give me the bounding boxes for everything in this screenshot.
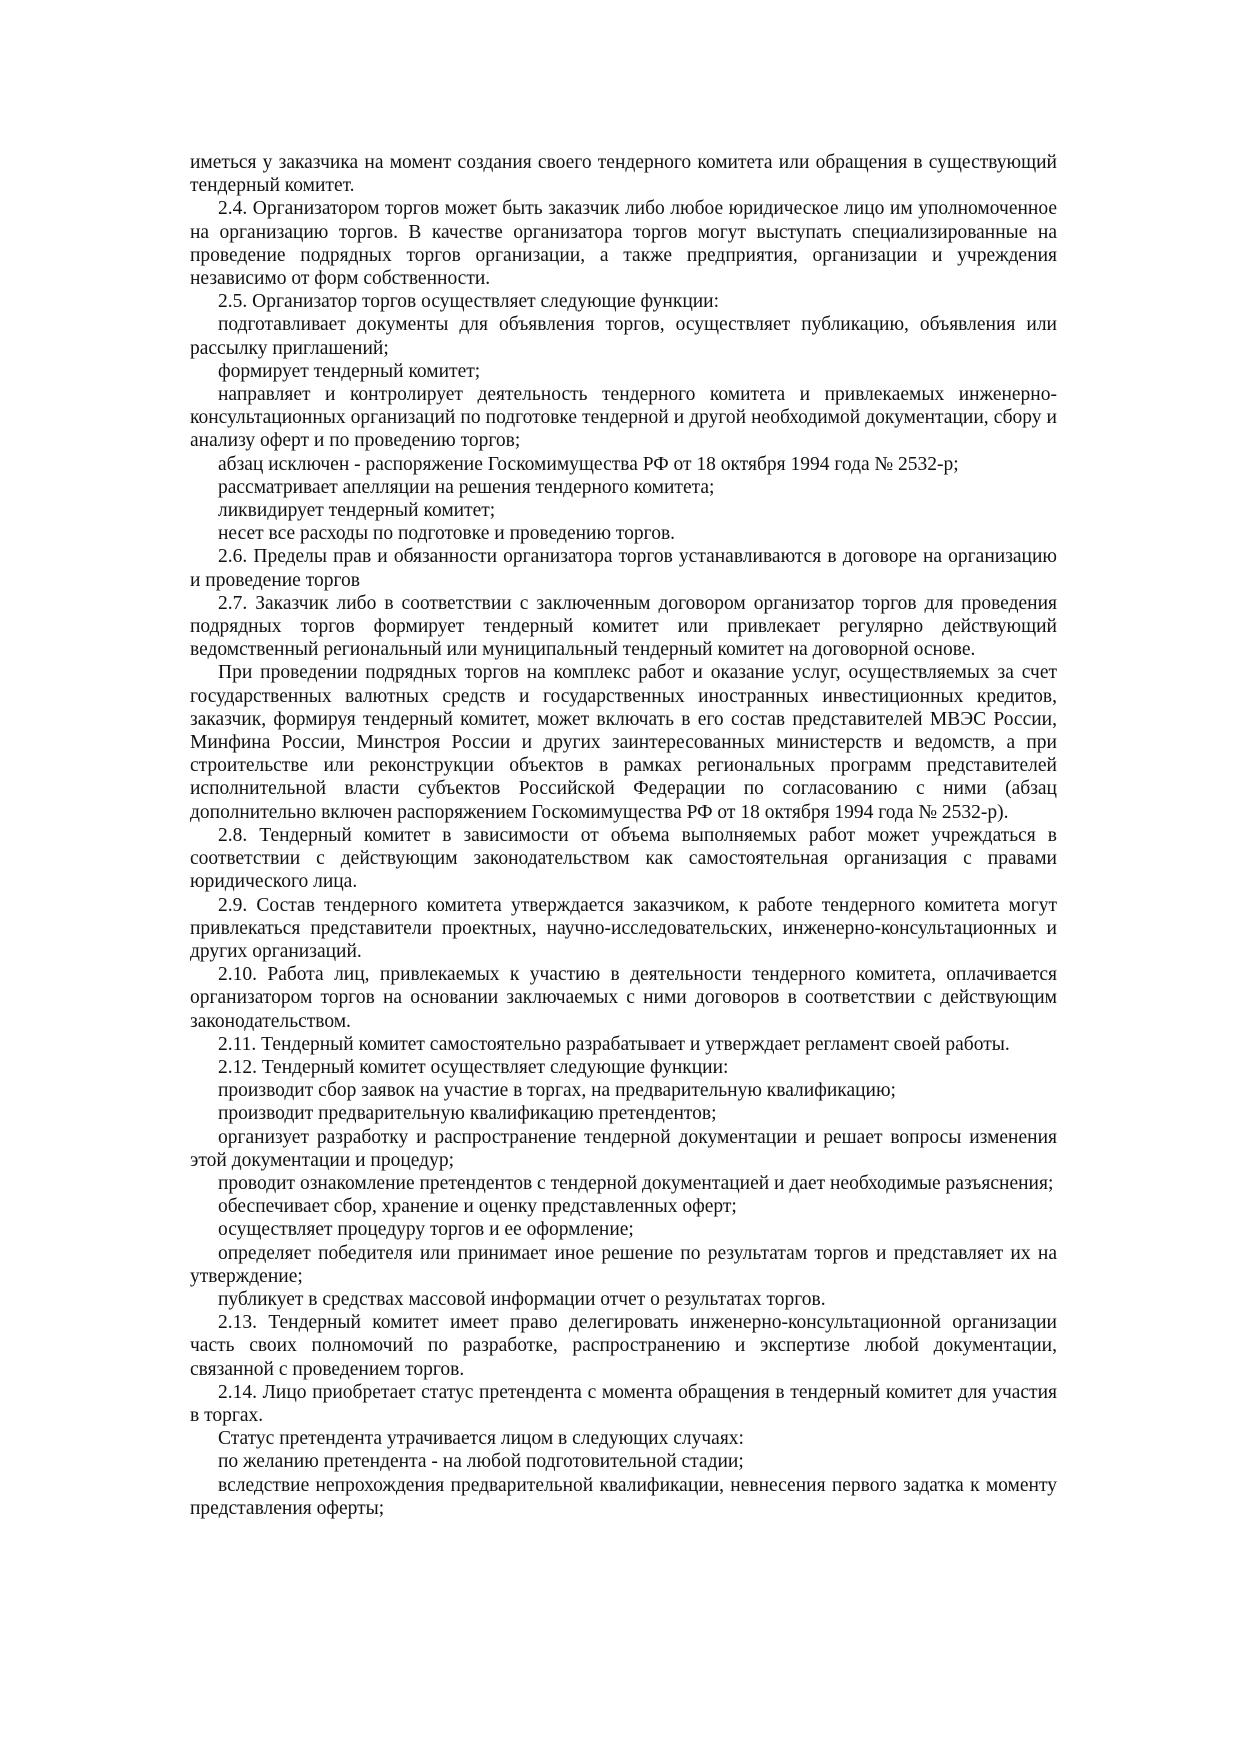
paragraph-2-11: 2.11. Тендерный комитет самостоятельно разрабатывает и утверждает регламент своей работы. <box>218 1033 1010 1055</box>
list-item: подготавливает документы для объявления торгов, осуществляет публикацию, объявления или рассылку приглашений; <box>190 314 1057 359</box>
paragraph-2-7: 2.7. Заказчик либо в соответствии с заключенным договором организатор торгов для проведения подрядных торгов формирует тендерный комитет или привлекает регулярно действующий ведомственный региональный или муниципальный тендерный комитет на договорной основе. <box>190 592 1057 661</box>
list-item: формирует тендерный комитет; <box>218 360 481 382</box>
list-item: ликвидирует тендерный комитет; <box>218 500 496 522</box>
list-item: рассматривает апелляции на решения тендерного комитета; <box>218 476 715 498</box>
list-item: направляет и контролирует деятельность тендерного комитета и привлекаемых инженерно-консультационных организаций по подготовке тендерной и другой необходимой документации, сбору и анализу оферт и по проведению торгов; <box>190 384 1057 452</box>
paragraph-2-4: 2.4. Организатором торгов может быть заказчик либо любое юридическое лицо им уполномоченное на организацию торгов. В качестве организатора торгов могут выступать специализированные на проведение подрядных торгов организации, а также предприятия, организации и учреждения независимо от форм собственности. <box>190 198 1057 290</box>
list-item: производит сбор заявок на участие в торгах, на предварительную квалификацию; <box>218 1080 896 1102</box>
paragraph-2-8: 2.8. Тендерный комитет в зависимости от объема выполняемых работ может учреждаться в соответствии с действующим законодательством как самостоятельная организация с правами юридического лица. <box>190 824 1057 893</box>
list-item: публикует в средствах массовой информации отчет о результатах торгов. <box>218 1288 826 1310</box>
list-item: проводит ознакомление претендентов с тендерной документацией и дает необходимые разъяснения; <box>218 1172 1054 1194</box>
paragraph-2-6: 2.6. Пределы прав и обязанности организатора торгов устанавливаются в договоре на организацию и проведение торгов <box>190 546 1057 591</box>
paragraph-2-12: 2.12. Тендерный комитет осуществляет следующие функции: <box>218 1056 729 1078</box>
list-item: вследствие непрохождения предварительной квалификации, невнесения первого задатка к моменту представления оферты; <box>190 1474 1057 1519</box>
paragraph-2-14: 2.14. Лицо приобретает статус претендента с момента обращения в тендерный комитет для участия в торгах. <box>190 1381 1057 1426</box>
document-body <box>190 151 1057 1520</box>
list-item: организует разработку и распространение тендерной документации и решает вопросы изменения этой документации и процедур; <box>190 1126 1057 1171</box>
list-item: абзац исключен - распоряжение Госкомимущества РФ от 18 октября 1994 года № 2532-р; <box>218 453 959 475</box>
list-item: по желанию претендента - на любой подготовительной стадии; <box>218 1451 744 1473</box>
list-item: определяет победителя или принимает иное решение по результатам торгов и представляет их на утверждение; <box>190 1242 1057 1287</box>
list-item: обеспечивает сбор, хранение и оценку представленных оферт; <box>218 1196 737 1218</box>
list-item: производит предварительную квалификацию претендентов; <box>218 1103 717 1125</box>
paragraph-2-13: 2.13. Тендерный комитет имеет право делегировать инженерно-консультационной организации часть своих полномочий по разработке, распространению и экспертизе любой документации, связанной с проведением торгов. <box>190 1312 1057 1380</box>
paragraph-status-loss: Статус претендента утрачивается лицом в следующих случаях: <box>218 1428 744 1450</box>
paragraph-continuation: иметься у заказчика на момент создания своего тендерного комитета или обращения в существующий тендерный комитет. <box>190 152 1057 197</box>
paragraph-2-9: 2.9. Состав тендерного комитета утверждается заказчиком, к работе тендерного комитета могут привлекаться представители проектных, научно-исследовательских, инженерно-консультационных и других организаций. <box>190 894 1057 962</box>
list-item: осуществляет процедуру торгов и ее оформление; <box>218 1219 634 1241</box>
list-item: несет все расходы по подготовке и проведению торгов. <box>218 523 676 545</box>
paragraph-2-10: 2.10. Работа лиц, привлекаемых к участию в деятельности тендерного комитета, оплачивается организатором торгов на основании заключаемых с ними договоров в соответствии с действующим законодательством. <box>190 964 1057 1032</box>
paragraph-2-7-addendum: При проведении подрядных торгов на комплекс работ и оказание услуг, осуществляемых за счет государственных валютных средств и государственных иностранных инвестиционных кредитов, заказчик, формируя тендерный комитет, может включать в его состав представителей МВЭС России, Минфина России, Минстроя России и других заинтересованных министерств и ведомств, а при строительстве или реконструкции объектов в рамках региональных программ представителей исполнительной власти субъектов Российской Федерации по согласованию с ними (абзац дополнительно включен распоряжением Госкомимущества РФ от 18 октября 1994 года № 2532-р). <box>190 662 1057 823</box>
paragraph-2-5: 2.5. Организатор торгов осуществляет следующие функции: <box>218 291 720 313</box>
